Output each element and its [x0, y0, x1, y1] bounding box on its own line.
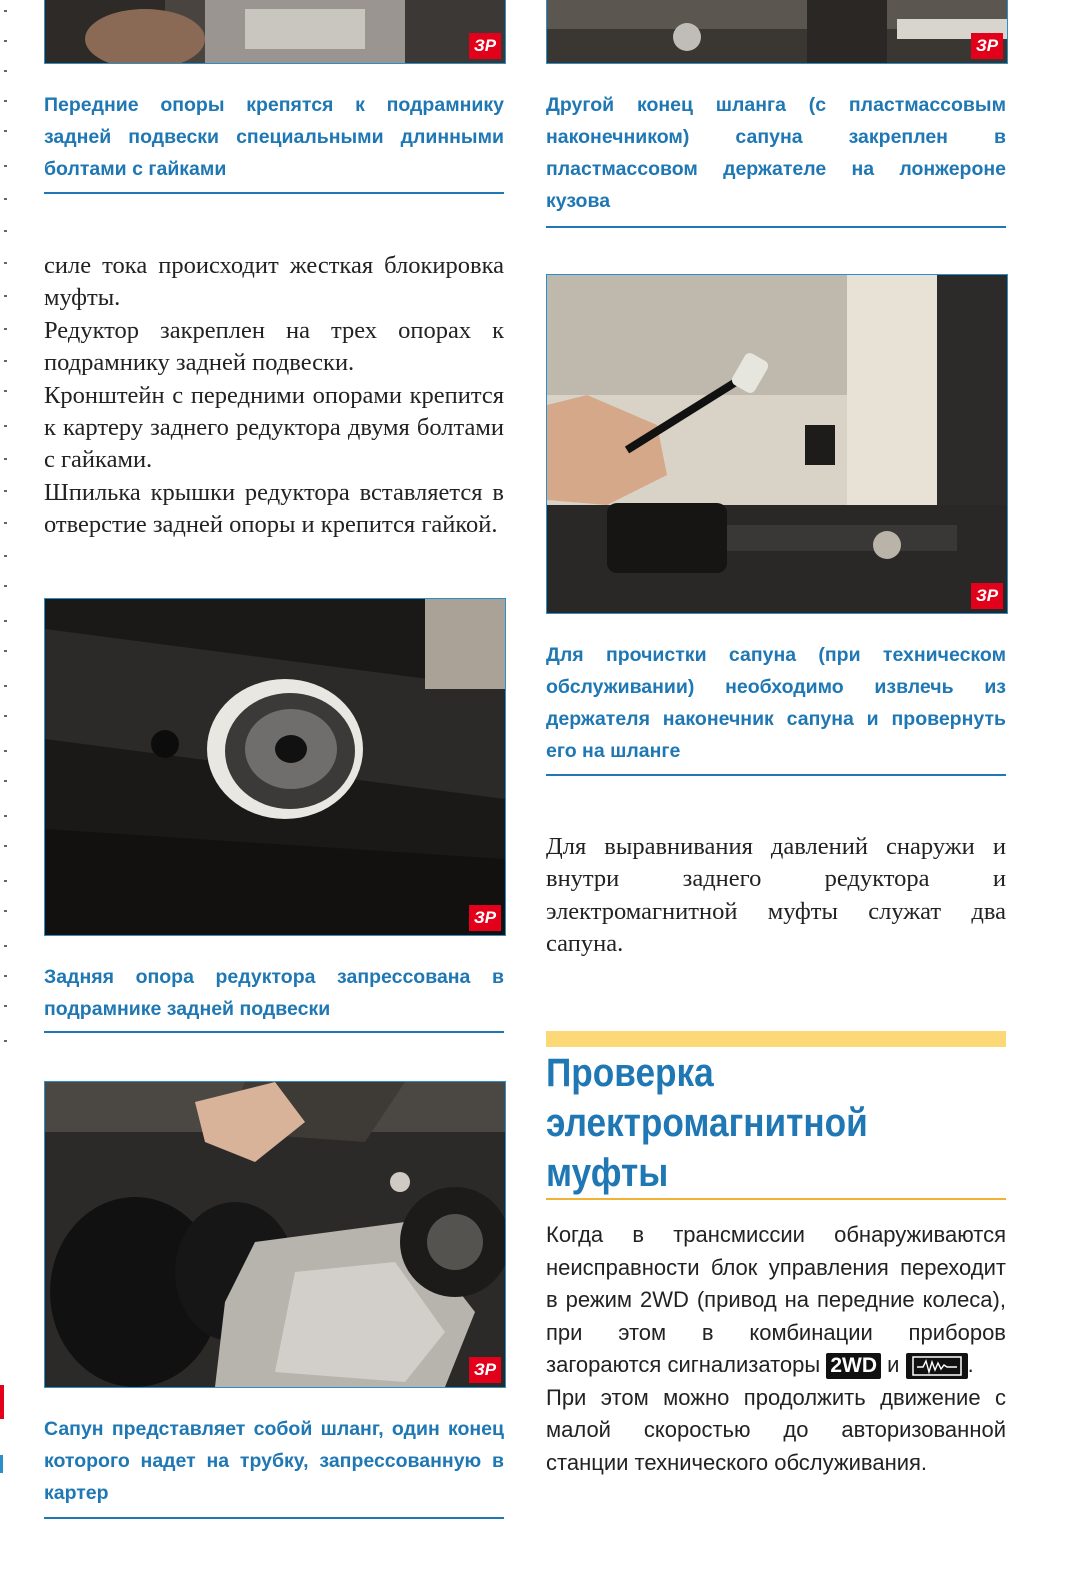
photo-front-mounts [44, 0, 506, 64]
section-title-line: муфты [546, 1151, 669, 1195]
publisher-logo: ЗР [469, 33, 501, 59]
paragraph: Шпилька крышки редуктора вставляется в отверстие задней опоры и крепится гайкой. [44, 478, 504, 539]
section-title-line: электромагнитной [546, 1101, 868, 1145]
caption-front-mounts: Передние опоры крепятся к подрамнику задней подвески специальными длинными болтами с гайками [44, 94, 504, 180]
page-edge-margin [0, 0, 16, 1582]
caption-rear-mount: Задняя опора редуктора запрессована в подрамнике задней подвески [44, 966, 504, 1020]
paragraph [546, 1219, 1006, 1382]
caption-rule [44, 1517, 504, 1519]
publisher-logo: ЗР [469, 905, 501, 931]
caption-rule [44, 1031, 504, 1033]
caption-rule [44, 192, 504, 194]
conjunction: и [887, 1352, 900, 1377]
paragraph: силе тока происходит жесткая блокировка муфты. [44, 252, 504, 312]
paragraph-text: Когда в трансмиссии обнаруживаются неисправности блок управления переходит в режим 2WD (привод на передние колеса), при этом в комбинации приборов загораются сигнализаторы [546, 1222, 1006, 1377]
caption-rule [546, 774, 1006, 776]
caption-rule [546, 226, 1006, 228]
indicator-2wd: 2WD [826, 1353, 881, 1379]
heading-accent-band [546, 1031, 1006, 1047]
paragraph: При этом можно продолжить движение с малой скоростью до авторизованной станции технического обслуживания. [546, 1384, 1006, 1475]
publisher-logo: ЗР [469, 1357, 501, 1383]
body-text-left [44, 250, 504, 542]
paragraph: Кронштейн с передними опорами крепится к картеру заднего редуктора двумя болтами с гайками. [44, 381, 504, 474]
section-title [546, 1048, 868, 1198]
paragraph: Для выравнивания давлений снаружи и внутри заднего редуктора и электромагнитной муфты служат два сапуна. [546, 833, 1006, 958]
photo-rear-mount [44, 598, 506, 936]
paragraph: Редуктор закреплен на трех опорах к подрамнику задней подвески. [44, 316, 504, 377]
waveform-warning-icon [906, 1353, 968, 1379]
caption-breather: Сапун представляет собой шланг, один конец которого надет на трубку, запрессованную в картер [44, 1418, 504, 1504]
sentence-end: . [967, 1352, 974, 1377]
publisher-logo: ЗР [971, 583, 1003, 609]
caption-cleaning: Для прочистки сапуна (при техническом обслуживании) необходимо извлечь из держателя наконечник сапуна и провернуть его на шланге [546, 644, 1006, 762]
body-text-right [546, 831, 1006, 961]
caption-hose-end: Другой конец шланга (с пластмассовым наконечником) сапуна закреплен в пластмассовом держателе на лонжероне кузова [546, 94, 1006, 212]
photo-breather-hose [44, 1081, 506, 1388]
section-body [546, 1219, 1006, 1479]
heading-rule [546, 1198, 1006, 1200]
section-title-line: Проверка [546, 1051, 714, 1095]
photo-breather-cleaning [546, 274, 1008, 614]
photo-hose-end [546, 0, 1008, 64]
publisher-logo: ЗР [971, 33, 1003, 59]
